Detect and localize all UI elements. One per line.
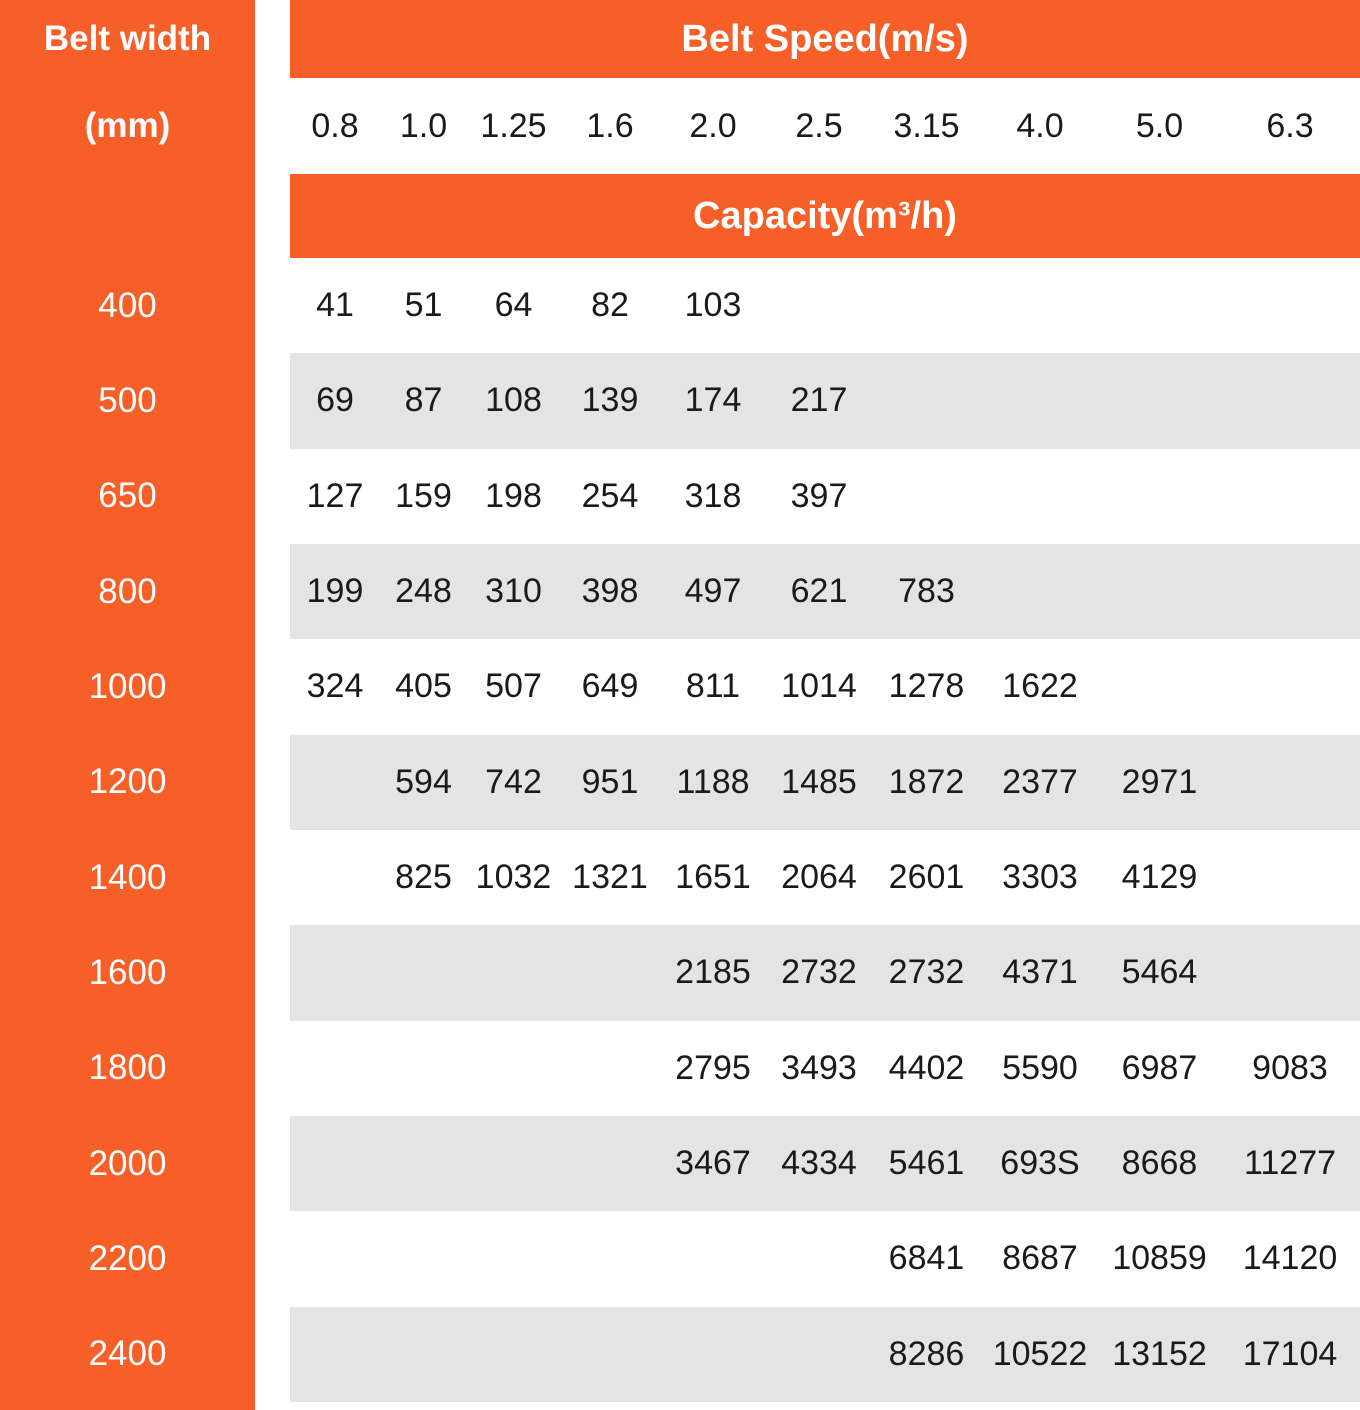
speed-header-cell: 4.0: [1016, 106, 1064, 145]
table-row: [290, 1307, 1360, 1402]
capacity-cell: 2185: [675, 953, 751, 992]
capacity-cell: 198: [485, 476, 542, 515]
capacity-cell: 217: [790, 381, 848, 420]
belt-width-cell: 400: [98, 285, 157, 325]
capacity-cell: [766, 258, 872, 353]
capacity-cell: 5464: [1121, 953, 1198, 992]
capacity-cell: [1220, 449, 1360, 544]
belt-width-title: [0, 0, 255, 78]
capacity-cell: 254: [581, 476, 639, 515]
capacity-cell: 4371: [1002, 953, 1078, 992]
capacity-cell: [290, 1116, 380, 1211]
capacity-cell: 10522: [992, 1334, 1088, 1373]
belt-width-cell: 1600: [88, 952, 167, 992]
capacity-cell: 1014: [781, 667, 857, 706]
capacity-cell: 811: [685, 667, 741, 706]
capacity-cell: 5461: [888, 1144, 965, 1183]
capacity-cell: 2971: [1121, 762, 1198, 801]
capacity-cell: 14120: [1242, 1239, 1338, 1278]
capacity-cell: 127: [306, 476, 364, 515]
table-row: [290, 830, 1360, 925]
capacity-cell: [660, 1307, 766, 1402]
capacity-cell: 1321: [572, 858, 648, 897]
belt-width-cell: 1800: [88, 1048, 167, 1088]
capacity-cell: [560, 1021, 660, 1116]
capacity-cell: [467, 1307, 560, 1402]
capacity-cell: 4334: [781, 1144, 857, 1183]
capacity-cell: [1099, 449, 1220, 544]
capacity-cell: 783: [898, 572, 955, 611]
capacity-cell: [1220, 830, 1360, 925]
capacity-cell: 2795: [675, 1048, 751, 1087]
capacity-cell: 825: [395, 858, 452, 897]
capacity-cell: [290, 1307, 380, 1402]
capacity-cell: 51: [404, 286, 443, 325]
capacity-cell: [1220, 735, 1360, 830]
capacity-cell: 248: [395, 572, 452, 611]
speed-header-cell: 3.15: [893, 106, 960, 145]
speed-header-cell: 0.8: [311, 106, 359, 145]
capacity-cell: 199: [306, 572, 364, 611]
capacity-cell: [290, 735, 380, 830]
belt-width-cell: 800: [98, 571, 157, 611]
speed-header-cell: 1.0: [399, 106, 448, 145]
capacity-cell: [766, 1211, 872, 1306]
belt-width-column: [0, 0, 255, 1410]
capacity-cell: [1099, 639, 1220, 734]
capacity-data-rows: [290, 258, 1360, 1402]
capacity-cell: 6841: [888, 1239, 965, 1278]
capacity-cell: [380, 1211, 467, 1306]
capacity-cell: 82: [591, 286, 629, 325]
capacity-cell: [290, 925, 380, 1020]
capacity-cell: 594: [395, 762, 452, 801]
speed-header-cell: 5.0: [1135, 106, 1184, 145]
capacity-cell: 5590: [1002, 1048, 1078, 1087]
capacity-cell: 64: [494, 286, 533, 325]
capacity-cell: 951: [581, 762, 639, 801]
capacity-cell: [467, 1116, 560, 1211]
capacity-cell: 4402: [888, 1048, 965, 1087]
capacity-cell: 2064: [781, 858, 857, 897]
capacity-cell: 318: [684, 476, 742, 515]
capacity-cell: [1099, 544, 1220, 639]
speed-header-row: [290, 78, 1360, 174]
capacity-cell: 324: [306, 667, 364, 706]
capacity-cell: 2732: [781, 953, 857, 992]
table-row: [290, 544, 1360, 639]
table-row: [290, 258, 1360, 353]
capacity-cell: 1032: [475, 858, 552, 897]
belt-width-cell: 2400: [88, 1334, 167, 1374]
capacity-cell: [1220, 639, 1360, 734]
capacity-cell: [290, 830, 380, 925]
capacity-cell: 3303: [1002, 858, 1078, 897]
capacity-cell: 11277: [1243, 1144, 1337, 1183]
belt-width-unit-text: (mm): [84, 106, 171, 145]
belt-width-cell: 1000: [88, 666, 167, 706]
capacity-cell: [1220, 353, 1360, 448]
capacity-cell: 2732: [888, 953, 965, 992]
capacity-cell: 41: [316, 286, 354, 325]
table-row: [290, 353, 1360, 448]
capacity-cell: [981, 353, 1099, 448]
left-column-spacer: [0, 174, 255, 258]
belt-width-cell: 2200: [88, 1238, 167, 1278]
capacity-cell: 174: [684, 381, 742, 420]
speed-header-cell: 1.25: [480, 106, 547, 145]
table-row: [290, 449, 1360, 544]
table-row: [290, 1116, 1360, 1211]
belt-width-values: [0, 258, 255, 1402]
capacity-cell: 310: [485, 572, 542, 611]
capacity-cell: [1099, 353, 1220, 448]
capacity-cell: 8687: [1002, 1239, 1078, 1278]
capacity-cell: [560, 1307, 660, 1402]
belt-speed-header-text: Belt Speed(m/s): [681, 17, 969, 60]
belt-width-cell: 650: [98, 476, 157, 516]
capacity-cell: 1622: [1002, 667, 1078, 706]
capacity-cell: 1651: [675, 858, 751, 897]
capacity-cell: 405: [395, 667, 452, 706]
capacity-cell: [380, 1021, 467, 1116]
capacity-cell: 1278: [888, 667, 965, 706]
capacity-cell: 1188: [676, 762, 750, 801]
capacity-cell: 159: [395, 476, 452, 515]
speed-header-cell: 1.6: [586, 106, 634, 145]
speed-header-cell: 2.0: [689, 106, 737, 145]
capacity-cell: 397: [790, 476, 848, 515]
capacity-table: [290, 0, 1360, 1410]
belt-width-cell: 1200: [88, 762, 167, 802]
capacity-cell: [766, 1307, 872, 1402]
capacity-cell: [467, 925, 560, 1020]
capacity-cell: [981, 258, 1099, 353]
belt-width-title-text: Belt width: [43, 19, 212, 58]
capacity-cell: 1485: [781, 762, 857, 801]
table-row: [290, 639, 1360, 734]
capacity-cell: [1220, 258, 1360, 353]
capacity-cell: 10859: [1112, 1239, 1207, 1278]
belt-width-cell: 2000: [88, 1143, 167, 1183]
capacity-cell: [560, 1211, 660, 1306]
capacity-cell: [872, 258, 981, 353]
capacity-cell: 2377: [1002, 762, 1078, 801]
capacity-cell: 13152: [1112, 1334, 1207, 1373]
capacity-cell: [872, 449, 981, 544]
capacity-cell: 69: [316, 381, 354, 420]
capacity-cell: [467, 1211, 560, 1306]
capacity-cell: 398: [581, 572, 639, 611]
capacity-cell: [1220, 544, 1360, 639]
capacity-cell: 507: [485, 667, 542, 706]
capacity-cell: [380, 1116, 467, 1211]
capacity-cell: 1872: [888, 762, 965, 801]
capacity-cell: [290, 1021, 380, 1116]
capacity-cell: 742: [485, 762, 542, 801]
capacity-cell: 108: [485, 381, 542, 420]
capacity-cell: 17104: [1242, 1334, 1338, 1373]
table-row: [290, 1021, 1360, 1116]
table-row: [290, 925, 1360, 1020]
capacity-cell: 103: [684, 286, 742, 325]
capacity-cell: 87: [404, 381, 443, 420]
capacity-cell: [981, 544, 1099, 639]
capacity-cell: 3467: [675, 1144, 751, 1183]
capacity-cell: 8668: [1121, 1144, 1198, 1183]
capacity-cell: 6987: [1121, 1048, 1198, 1087]
capacity-header-text: Capacity(m³/h): [693, 194, 957, 237]
capacity-cell: [872, 353, 981, 448]
capacity-cell: [560, 1116, 660, 1211]
capacity-cell: 497: [684, 572, 742, 611]
capacity-cell: [380, 925, 467, 1020]
table-row: [290, 1211, 1360, 1306]
capacity-cell: [981, 449, 1099, 544]
speed-header-cell: 6.3: [1266, 106, 1314, 145]
capacity-cell: 621: [790, 572, 848, 611]
belt-width-cell: 1400: [88, 857, 167, 897]
capacity-cell: 3493: [781, 1048, 857, 1087]
capacity-cell: 139: [581, 381, 639, 420]
capacity-cell: [560, 925, 660, 1020]
belt-width-cell: 500: [98, 380, 157, 420]
table-row: [290, 735, 1360, 830]
belt-speed-header-band: [290, 0, 1360, 78]
speed-header-cell: 2.5: [795, 106, 843, 145]
capacity-cell: 649: [581, 667, 639, 706]
capacity-header-band: [290, 174, 1360, 258]
belt-width-unit: [0, 78, 255, 174]
capacity-cell: [660, 1211, 766, 1306]
capacity-cell: [380, 1307, 467, 1402]
capacity-cell: 693S: [1000, 1144, 1080, 1183]
capacity-cell: [290, 1211, 380, 1306]
capacity-cell: 9083: [1252, 1048, 1328, 1087]
capacity-cell: [1099, 258, 1220, 353]
capacity-cell: [1220, 925, 1360, 1020]
capacity-cell: 4129: [1121, 858, 1198, 897]
capacity-cell: 8286: [888, 1334, 965, 1373]
capacity-cell: [467, 1021, 560, 1116]
capacity-cell: 2601: [888, 858, 965, 897]
